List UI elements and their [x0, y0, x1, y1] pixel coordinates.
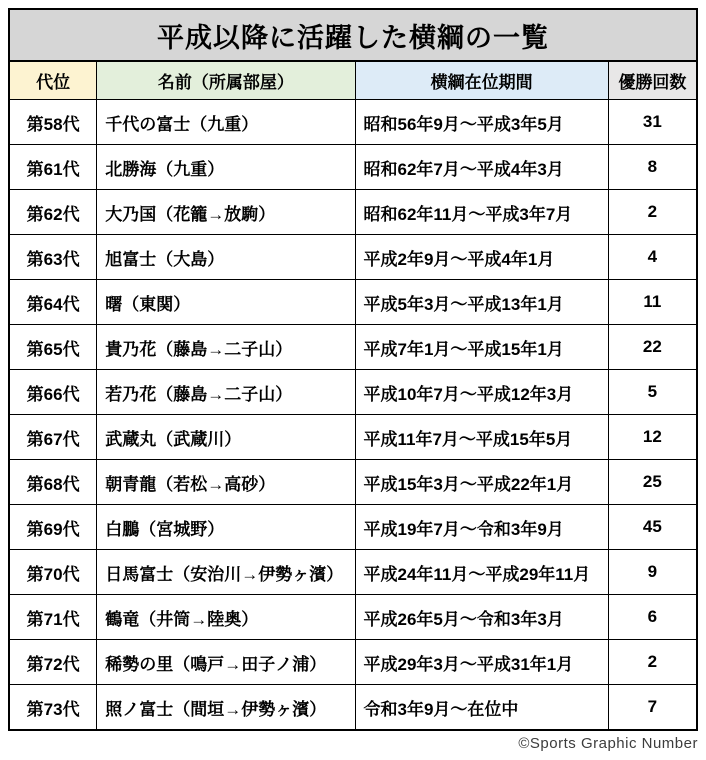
wins-cell: 25 — [608, 460, 697, 505]
rank-cell: 第73代 — [9, 685, 97, 731]
period-cell: 昭和56年9月～平成3年5月 — [355, 100, 608, 145]
wins-cell: 2 — [608, 640, 697, 685]
name-cell: 朝青龍（若松→高砂） — [97, 460, 355, 505]
wins-cell: 11 — [608, 280, 697, 325]
period-cell: 平成5年3月～平成13年1月 — [355, 280, 608, 325]
name-cell: 白鵬（宮城野） — [97, 505, 355, 550]
period-cell: 平成29年3月～平成31年1月 — [355, 640, 608, 685]
table-row — [9, 595, 697, 640]
rank-cell: 第61代 — [9, 145, 97, 190]
name-cell: 大乃国（花籠→放駒） — [97, 190, 355, 235]
yokozuna-table — [8, 60, 698, 731]
name-cell: 若乃花（藤島→二子山） — [97, 370, 355, 415]
table-row — [9, 190, 697, 235]
rank-cell: 第65代 — [9, 325, 97, 370]
name-cell: 旭富士（大島） — [97, 235, 355, 280]
name-cell: 北勝海（九重） — [97, 145, 355, 190]
name-cell: 曙（東関） — [97, 280, 355, 325]
rank-cell: 第66代 — [9, 370, 97, 415]
rank-cell: 第64代 — [9, 280, 97, 325]
rank-cell: 第70代 — [9, 550, 97, 595]
infographic-sheet — [8, 8, 698, 752]
table-row — [9, 100, 697, 145]
table-row — [9, 235, 697, 280]
wins-cell: 31 — [608, 100, 697, 145]
header-wins: 優勝回数 — [608, 61, 697, 100]
table-row — [9, 640, 697, 685]
name-cell: 照ノ富士（間垣→伊勢ヶ濱） — [97, 685, 355, 731]
wins-cell: 12 — [608, 415, 697, 460]
rank-cell: 第68代 — [9, 460, 97, 505]
table-row — [9, 505, 697, 550]
rank-cell: 第58代 — [9, 100, 97, 145]
wins-cell: 45 — [608, 505, 697, 550]
wins-cell: 9 — [608, 550, 697, 595]
header-name: 名前（所属部屋） — [97, 61, 355, 100]
period-cell: 昭和62年7月～平成4年3月 — [355, 145, 608, 190]
rank-cell: 第67代 — [9, 415, 97, 460]
table-body — [9, 100, 697, 731]
wins-cell: 22 — [608, 325, 697, 370]
table-row — [9, 685, 697, 731]
name-cell: 鶴竜（井筒→陸奥） — [97, 595, 355, 640]
rank-cell: 第72代 — [9, 640, 97, 685]
period-cell: 平成15年3月～平成22年1月 — [355, 460, 608, 505]
header-rank: 代位 — [9, 61, 97, 100]
table-row — [9, 325, 697, 370]
table-row — [9, 460, 697, 505]
wins-cell: 6 — [608, 595, 697, 640]
header-row — [9, 61, 697, 100]
period-cell: 平成11年7月～平成15年5月 — [355, 415, 608, 460]
period-cell: 平成10年7月～平成12年3月 — [355, 370, 608, 415]
period-cell: 昭和62年11月～平成3年7月 — [355, 190, 608, 235]
table-row — [9, 415, 697, 460]
period-cell: 平成2年9月～平成4年1月 — [355, 235, 608, 280]
rank-cell: 第71代 — [9, 595, 97, 640]
name-cell: 武蔵丸（武蔵川） — [97, 415, 355, 460]
rank-cell: 第63代 — [9, 235, 97, 280]
header-period: 横綱在位期間 — [355, 61, 608, 100]
name-cell: 貴乃花（藤島→二子山） — [97, 325, 355, 370]
wins-cell: 8 — [608, 145, 697, 190]
copyright-credit: ©Sports Graphic Number — [518, 735, 698, 752]
rank-cell: 第69代 — [9, 505, 97, 550]
wins-cell: 4 — [608, 235, 697, 280]
table-row — [9, 280, 697, 325]
wins-cell: 2 — [608, 190, 697, 235]
table-row — [9, 145, 697, 190]
period-cell: 平成19年7月～令和3年9月 — [355, 505, 608, 550]
wins-cell: 5 — [608, 370, 697, 415]
period-cell: 平成26年5月～令和3年3月 — [355, 595, 608, 640]
name-cell: 稀勢の里（鳴戸→田子ノ浦） — [97, 640, 355, 685]
table-row — [9, 370, 697, 415]
name-cell: 日馬富士（安治川→伊勢ヶ濱） — [97, 550, 355, 595]
name-cell: 千代の富士（九重） — [97, 100, 355, 145]
period-cell: 平成7年1月～平成15年1月 — [355, 325, 608, 370]
rank-cell: 第62代 — [9, 190, 97, 235]
wins-cell: 7 — [608, 685, 697, 731]
period-cell: 平成24年11月～平成29年11月 — [355, 550, 608, 595]
period-cell: 令和3年9月～在位中 — [355, 685, 608, 731]
page-title: 平成以降に活躍した横綱の一覧 — [8, 8, 698, 60]
table-row — [9, 550, 697, 595]
